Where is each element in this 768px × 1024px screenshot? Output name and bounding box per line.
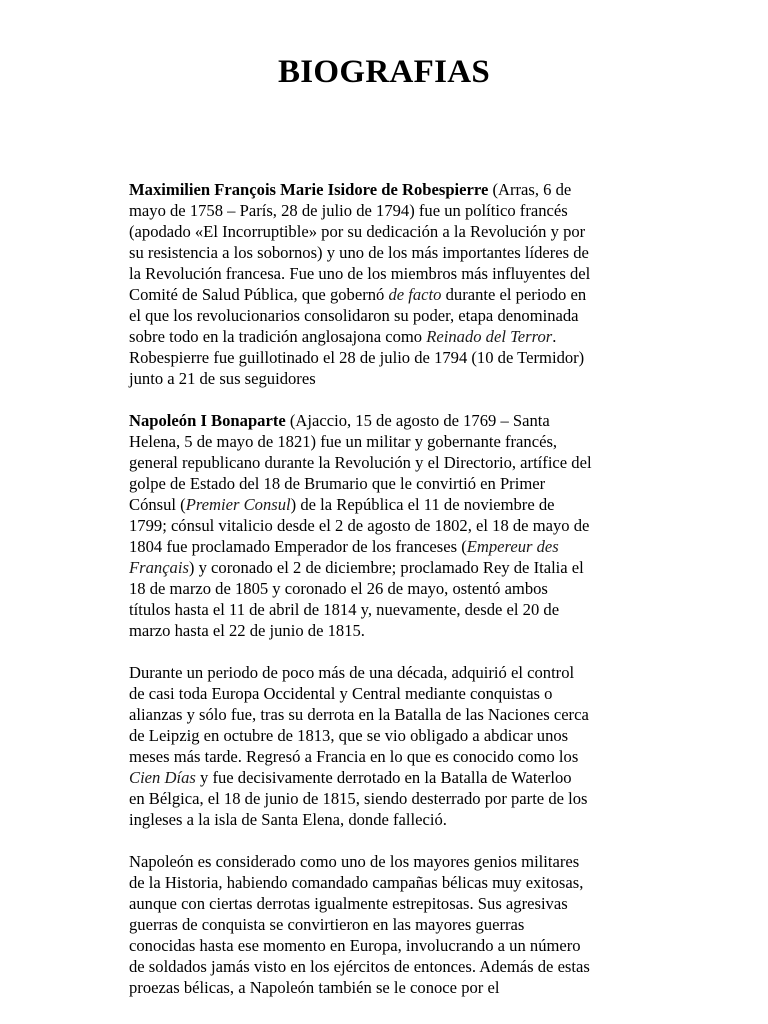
- italic-text: Cien Días: [129, 768, 196, 787]
- text-line: [129, 179, 645, 200]
- text-run: guerras de conquista se convirtieron en las mayores guerras: [129, 915, 525, 934]
- text-run: aunque con ciertas derrotas igualmente estrepitosas. Sus agresivas: [129, 894, 568, 913]
- text-run: (Arras, 6 de: [488, 180, 572, 199]
- text-run: el que los revolucionarios consolidaron su poder, etapa denominada: [129, 306, 579, 325]
- text-line: [129, 914, 645, 935]
- text-run: Durante un periodo de poco más de una década, adquirió el control: [129, 663, 575, 682]
- text-line: [129, 893, 645, 914]
- text-run: sobre todo en la tradición anglosajona como: [129, 327, 427, 346]
- text-line: [129, 200, 645, 221]
- text-line: [129, 284, 645, 305]
- text-line: [129, 746, 645, 767]
- text-run: (Ajaccio, 15 de agosto de 1769 – Santa: [285, 411, 550, 430]
- text-line: [129, 557, 645, 578]
- text-run: la Revolución francesa. Fue uno de los miembros más influyentes del: [129, 264, 591, 283]
- text-run: ingleses a la isla de Santa Elena, donde falleció.: [129, 810, 447, 829]
- text-run: proezas bélicas, a Napoleón también se le conoce por el: [129, 978, 500, 997]
- paragraph: [129, 662, 645, 830]
- text-run: 1799; cónsul vitalicio desde el 2 de agosto de 1802, el 18 de mayo de: [129, 516, 590, 535]
- text-line: [129, 851, 645, 872]
- text-run: su resistencia a los sobornos) y uno de los más importantes líderes de: [129, 243, 589, 262]
- text-run: y fue decisivamente derrotado en la Batalla de Waterloo: [195, 768, 572, 787]
- text-run: Helena, 5 de mayo de 1821) fue un militar y gobernante francés,: [129, 432, 558, 451]
- text-run: de Leipzig en octubre de 1813, que se vio obligado a abdicar unos: [129, 726, 569, 745]
- text-line: [129, 452, 645, 473]
- text-run: Napoleón es considerado como uno de los mayores genios militares: [129, 852, 580, 871]
- text-line: [129, 578, 645, 599]
- text-line: [129, 620, 645, 641]
- text-line: [129, 263, 645, 284]
- text-line: [129, 536, 645, 557]
- text-run: de casi toda Europa Occidental y Central mediante conquistas o: [129, 684, 553, 703]
- text-line: [129, 494, 645, 515]
- text-line: [129, 872, 645, 893]
- text-run: golpe de Estado del 18 de Brumario que le convirtió en Primer: [129, 474, 546, 493]
- text-line: [129, 410, 645, 431]
- text-run: 18 de marzo de 1805 y coronado el 26 de mayo, ostentó ambos: [129, 579, 548, 598]
- text-run: 1804 fue proclamado Emperador de los franceses (: [129, 537, 467, 556]
- text-run: durante el periodo en: [441, 285, 587, 304]
- text-line: [129, 767, 645, 788]
- paragraph: [129, 851, 645, 998]
- text-run: general republicano durante la Revolución y el Directorio, artífice del: [129, 453, 592, 472]
- text-run: meses más tarde. Regresó a Francia en lo que es conocido como los: [129, 747, 579, 766]
- bold-text: Maximilien François Marie Isidore de Robespierre: [129, 180, 489, 199]
- italic-text: Français: [129, 558, 189, 577]
- document-body: [129, 179, 645, 1019]
- text-run: de la Historia, habiendo comandado campañas bélicas muy exitosas,: [129, 873, 584, 892]
- text-line: [129, 242, 645, 263]
- text-run: junto a 21 de sus seguidores: [129, 369, 316, 388]
- text-line: [129, 704, 645, 725]
- document-title: BIOGRAFIAS: [277, 54, 491, 90]
- text-run: alianzas y sólo fue, tras su derrota en la Batalla de las Naciones cerca: [129, 705, 589, 724]
- text-line: [129, 326, 645, 347]
- text-run: Comité de Salud Pública, que gobernó: [129, 285, 389, 304]
- text-run: Cónsul (: [129, 495, 186, 514]
- text-line: [129, 683, 645, 704]
- text-run: en Bélgica, el 18 de junio de 1815, siendo desterrado por parte de los: [129, 789, 588, 808]
- text-run: títulos hasta el 11 de abril de 1814 y, nuevamente, desde el 20 de: [129, 600, 560, 619]
- italic-text: Premier Consul: [185, 495, 291, 514]
- text-line: [129, 368, 645, 389]
- text-line: [129, 599, 645, 620]
- text-run: mayo de 1758 – París, 28 de julio de 1794) fue un político francés: [129, 201, 568, 220]
- bold-text: Napoleón I Bonaparte: [129, 411, 286, 430]
- text-line: [129, 788, 645, 809]
- text-run: (apodado «El Incorruptible» por su dedicación a la Revolución y por: [129, 222, 586, 241]
- text-line: [129, 662, 645, 683]
- paragraph: [129, 179, 645, 389]
- text-line: [129, 431, 645, 452]
- text-line: [129, 347, 645, 368]
- text-run: ) de la República el 11 de noviembre de: [290, 495, 555, 514]
- text-line: [129, 956, 645, 977]
- paragraph: [129, 410, 645, 641]
- text-run: de soldados jamás visto en los ejércitos de entonces. Además de estas: [129, 957, 590, 976]
- text-run: .: [552, 327, 557, 346]
- text-line: [129, 809, 645, 830]
- text-line: [129, 725, 645, 746]
- text-line: [129, 515, 645, 536]
- italic-text: de facto: [388, 285, 442, 304]
- text-run: Robespierre fue guillotinado el 28 de julio de 1794 (10 de Termidor): [129, 348, 585, 367]
- text-line: [129, 977, 645, 998]
- text-line: [129, 473, 645, 494]
- text-line: [129, 305, 645, 326]
- italic-text: Empereur des: [466, 537, 559, 556]
- text-run: ) y coronado el 2 de diciembre; proclamado Rey de Italia el: [188, 558, 584, 577]
- italic-text: Reinado del Terror: [426, 327, 553, 346]
- text-line: [129, 221, 645, 242]
- text-run: conocidas hasta ese momento en Europa, involucrando a un número: [129, 936, 581, 955]
- text-line: [129, 935, 645, 956]
- text-run: marzo hasta el 22 de junio de 1815.: [129, 621, 365, 640]
